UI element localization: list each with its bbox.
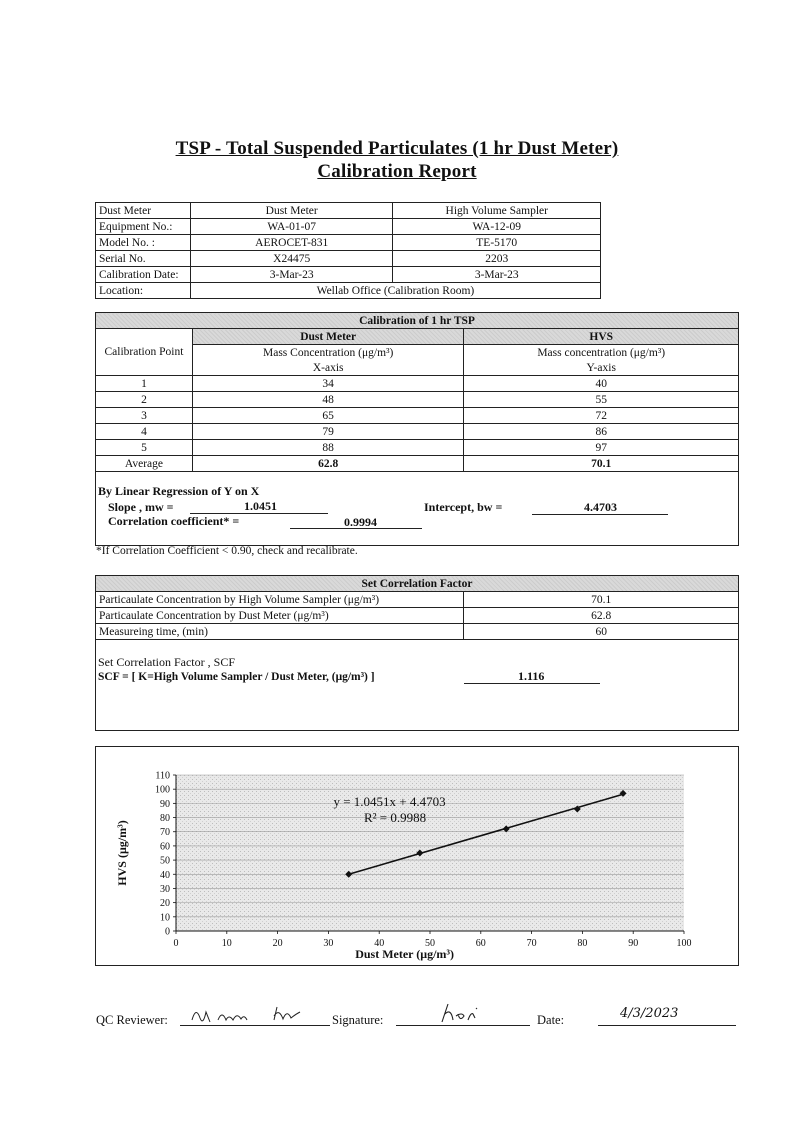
recalibrate-note: *If Correlation Coefficient < 0.90, check and recalibrate.	[96, 545, 358, 557]
hvs-value: 72	[464, 408, 739, 424]
regression-heading: By Linear Regression of Y on X	[98, 484, 260, 498]
equipment-row-label: Equipment No.:	[96, 219, 191, 235]
calibration-point-header: Calibration Point	[96, 329, 193, 376]
trendline-equation: y = 1.0451x + 4.4703	[333, 794, 446, 810]
scf-row-value: 62.8	[464, 608, 739, 624]
dust-meter-header: Dust Meter	[192, 329, 464, 345]
y-tick-label: 90	[160, 798, 170, 810]
equipment-row-hvs: WA-12-09	[393, 219, 601, 235]
calibration-chart	[96, 747, 736, 963]
y-tick-label: 30	[160, 883, 170, 895]
x-tick-label: 10	[221, 938, 232, 949]
average-y: 70.1	[464, 456, 739, 472]
intercept-underline	[532, 514, 668, 515]
hvs-value: 55	[464, 392, 739, 408]
equipment-row-label: Model No. :	[96, 235, 191, 251]
y-tick-label: 10	[160, 912, 170, 924]
equipment-row-dust: WA-01-07	[190, 219, 393, 235]
dust-value: 34	[192, 376, 464, 392]
date-value: 4/3/2023	[620, 1006, 679, 1021]
x-tick-label: 50	[425, 938, 435, 949]
equipment-row-label: Serial No.	[96, 251, 191, 267]
r-squared-label: R² = 0.9988	[363, 809, 427, 825]
hvs-value: 40	[464, 376, 739, 392]
dust-value: 65	[192, 408, 464, 424]
hvs-value: 86	[464, 424, 739, 440]
equipment-row-hvs: 2203	[393, 251, 601, 267]
equipment-row-label: Calibration Date:	[96, 267, 191, 283]
equipment-header-hvs: High Volume Sampler	[393, 203, 601, 219]
scf-value: 1.116	[518, 669, 545, 683]
scf-row-label: Measureing time, (min)	[96, 624, 464, 640]
scf-row-label: Particaulate Concentration by Dust Meter (μg/m³)	[96, 608, 464, 624]
y-tick-label: 50	[160, 855, 170, 867]
correlation-label: Correlation coefficient* =	[108, 514, 240, 528]
correlation-underline	[290, 528, 422, 529]
dust-mass-concentration-label: Mass Concentration (μg/m³)	[192, 345, 464, 361]
scf-row-value: 70.1	[464, 592, 739, 608]
x-tick-label: 60	[475, 938, 486, 949]
x-tick-label: 70	[526, 938, 537, 949]
calibration-point: 4	[96, 424, 193, 440]
hvs-header: HVS	[464, 329, 739, 345]
location-value: Wellab Office (Calibration Room)	[190, 283, 600, 299]
y-axis-label: Y-axis	[464, 360, 739, 376]
calibration-point: 2	[96, 392, 193, 408]
y-tick-label: 70	[160, 827, 170, 839]
location-label: Location:	[96, 283, 191, 299]
intercept-label: Intercept, bw =	[424, 500, 503, 514]
hvs-mass-concentration-label: Mass concentration (μg/m³)	[464, 345, 739, 361]
signature-label: Signature:	[332, 1013, 384, 1027]
report-title: TSP - Total Suspended Particulates (1 hr Dust Meter)	[175, 138, 619, 159]
scf-label: Set Correlation Factor , SCF	[98, 655, 235, 669]
calibration-point: 1	[96, 376, 193, 392]
x-tick-label: 20	[272, 938, 283, 949]
equipment-header-label: Dust Meter	[96, 203, 191, 219]
calibration-point: 3	[96, 408, 193, 424]
equipment-row-hvs: 3-Mar-23	[393, 267, 601, 283]
calibration-table	[95, 312, 739, 472]
x-tick-label: 30	[323, 938, 334, 949]
y-axis-title: HVS (μg/m³)	[115, 820, 129, 886]
scf-table	[95, 575, 739, 640]
date-label: Date:	[537, 1013, 565, 1027]
y-tick-label: 40	[160, 869, 170, 881]
dust-value: 48	[192, 392, 464, 408]
calibration-point: 5	[96, 440, 193, 456]
x-axis-label: X-axis	[192, 360, 464, 376]
scf-underline	[464, 683, 600, 684]
y-tick-label: 60	[160, 841, 170, 853]
equipment-table	[95, 202, 601, 299]
y-tick-label: 0	[165, 926, 170, 938]
calibration-title: Calibration of 1 hr TSP	[96, 313, 739, 329]
scf-row-value: 60	[464, 624, 739, 640]
x-tick-label: 100	[676, 938, 692, 949]
y-tick-label: 100	[155, 784, 170, 796]
scf-row-label: Particaulate Concentration by High Volume Sampler (μg/m³)	[96, 592, 464, 608]
equipment-header-dust: Dust Meter	[190, 203, 393, 219]
correlation-value: 0.9994	[344, 515, 377, 529]
intercept-value: 4.4703	[584, 500, 617, 514]
report-subtitle: Calibration Report	[317, 161, 477, 182]
hvs-value: 97	[464, 440, 739, 456]
x-tick-label: 80	[577, 938, 588, 949]
equipment-row-dust: 3-Mar-23	[190, 267, 393, 283]
dust-value: 79	[192, 424, 464, 440]
x-axis-title: Dust Meter (μg/m³)	[355, 947, 455, 961]
dust-value: 88	[192, 440, 464, 456]
equipment-row-dust: AEROCET-831	[190, 235, 393, 251]
x-tick-label: 90	[628, 938, 639, 949]
average-x: 62.8	[192, 456, 464, 472]
x-tick-label: 40	[374, 938, 385, 949]
slope-value: 1.0451	[244, 499, 277, 513]
average-label: Average	[96, 456, 193, 472]
qc-reviewer-label: QC Reviewer:	[96, 1013, 168, 1027]
y-tick-label: 20	[160, 898, 170, 910]
date-line	[598, 1025, 736, 1026]
y-tick-label: 110	[155, 770, 170, 782]
x-tick-label: 0	[173, 938, 179, 949]
signature-mark	[436, 1000, 496, 1026]
qc-reviewer-signature	[188, 1004, 328, 1026]
y-tick-label: 80	[160, 813, 170, 825]
slope-label: Slope , mw =	[108, 500, 174, 514]
equipment-row-hvs: TE-5170	[393, 235, 601, 251]
scf-formula: SCF = [ K=High Volume Sampler / Dust Meter, (μg/m³) ]	[98, 671, 375, 683]
scf-title: Set Correlation Factor	[96, 576, 739, 592]
equipment-row-dust: X24475	[190, 251, 393, 267]
